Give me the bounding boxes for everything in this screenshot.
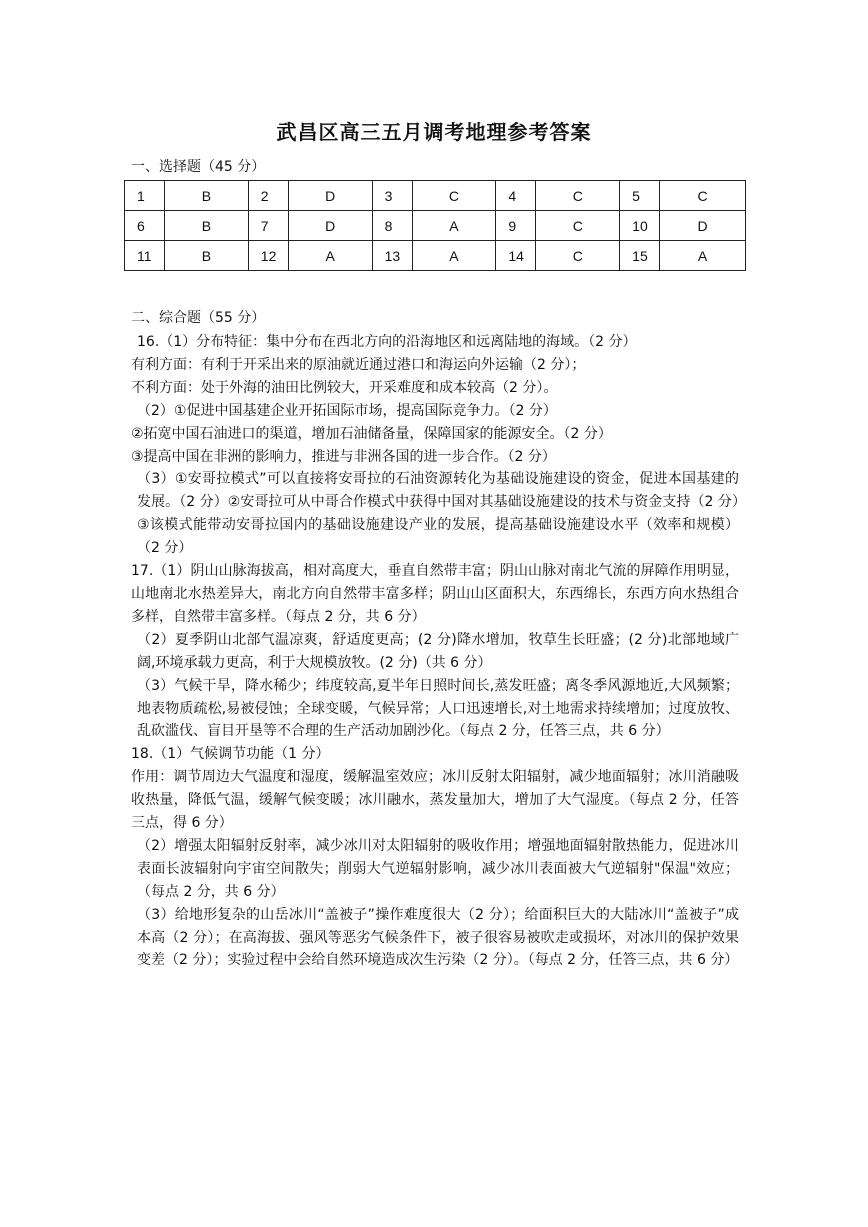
question-number-cell: 10: [620, 211, 660, 241]
answer-cell: A: [412, 241, 496, 271]
question-number-cell: 8: [372, 211, 412, 241]
question-number-cell: 1: [125, 181, 165, 211]
paragraph: 17.（1）阴山山脉海拔高，相对高度大，垂直自然带丰富；阴山山脉对南北气流的屏障作用明显，山地南北水热差异大，南北方向自然带丰富多样；阴山山区面积大，东西绵长，东西方向水热组合多样，自然带丰富多样。（每点 2 分，共 6 分）: [131, 563, 739, 625]
paragraph: 作用：调节周边大气温度和湿度，缓解温室效应；冰川反射太阳辐射，减少地面辐射；冰川消融吸收热量，降低气温，缓解气候变暖；冰川融水，蒸发量加大，增加了大气湿度。（每点 2 分，任答三点，得 6 分）: [131, 769, 739, 832]
question-number-cell: 3: [372, 181, 412, 211]
section-composite-heading: 二、综合题（55 分）: [131, 310, 266, 326]
answer-cell: C: [660, 181, 746, 211]
question-number-cell: 6: [125, 211, 165, 241]
paragraph: （2）①促进中国基建企业开拓国际市场，提高国际竞争力。（2 分）: [137, 402, 557, 419]
answer-cell: B: [164, 181, 248, 211]
question-number-cell: 5: [620, 181, 660, 211]
question-number-cell: 2: [248, 181, 288, 211]
paragraph: （2）夏季阴山北部气温凉爽，舒适度更高；(2 分)降水增加，牧草生长旺盛；(2 分)北部地域广阔,环境承载力更高，利于大规模放牧。(2 分)（共 6 分）: [137, 631, 739, 671]
answer-content: [131, 331, 739, 972]
answer-cell: D: [288, 181, 372, 211]
paragraph: 有利方面：有利于开采出来的原油就近通过港口和海运向外运输（2 分）；: [131, 356, 586, 373]
paragraph: （3）给地形复杂的山岳冰川“盖被子”操作难度很大（2 分）；给面积巨大的大陆冰川“盖被子”成本高（2 分）；在高海拔、强风等恶劣气候条件下，被子很容易被吹走或损坏，对冰川的保护效果变差（2 分）；实验过程中会给自然环境造成次生污染（2 分）。（每点 2 分，任答三点，共 6 分）: [137, 906, 739, 969]
answer-cell: C: [536, 241, 620, 271]
paragraph: ③提高中国在非洲的影响力，推进与非洲各国的进一步合作。（2 分）: [131, 448, 556, 465]
answer-row: [125, 241, 746, 271]
answer-cell: C: [412, 181, 496, 211]
answer-row: [125, 211, 746, 241]
page-title: 武昌区高三五月调考地理参考答案: [276, 120, 592, 144]
paragraph: （3）①安哥拉模式”可以直接将安哥拉的石油资源转化为基础设施建设的资金，促进本国基建的发展。（2 分）②安哥拉可从中哥合作模式中获得中国对其基础设施建设的技术与资金支持（2 分）③该模式能带动安哥拉国内的基础设施建设产业的发展，提高基础设施建设水平（效率和规模）（2 分）: [137, 471, 739, 557]
answer-cell: C: [536, 181, 620, 211]
paragraph: ②拓宽中国石油进口的渠道，增加石油储备量，保障国家的能源安全。（2 分）: [131, 425, 612, 442]
answer-cell: D: [288, 211, 372, 241]
question-number-cell: 13: [372, 241, 412, 271]
answer-cell: D: [660, 211, 746, 241]
question-number-cell: 7: [248, 211, 288, 241]
answer-cell: A: [288, 241, 372, 271]
paragraph: （2）增强太阳辐射反射率，减少冰川对太阳辐射的吸收作用；增强地面辐射散热能力，促进冰川表面长波辐射向宇宙空间散失；削弱大气逆辐射影响，减少冰川表面被大气逆辐射"保温"效应；（每点 2 分，共 6 分）: [137, 837, 739, 900]
question-number-cell: 9: [496, 211, 536, 241]
answer-cell: C: [536, 211, 620, 241]
answer-cell: A: [660, 241, 746, 271]
paragraph: 18.（1）气候调节功能（1 分）: [131, 746, 330, 763]
answer-table: [124, 180, 746, 271]
question-number-cell: 15: [620, 241, 660, 271]
answer-cell: A: [412, 211, 496, 241]
answer-cell: B: [164, 241, 248, 271]
answer-cell: B: [164, 211, 248, 241]
question-number-cell: 11: [125, 241, 165, 271]
paragraph: 不利方面：处于外海的油田比例较大，开采难度和成本较高（2 分）。: [131, 379, 558, 396]
section-choice-heading: 一、选择题（45 分）: [131, 159, 266, 175]
question-number-cell: 4: [496, 181, 536, 211]
paragraph: （3）气候干旱，降水稀少；纬度较高,夏半年日照时间长,蒸发旺盛；离冬季风源地近,大风频繁；地表物质疏松,易被侵蚀；全球变暖，气候异常；人口迅速增长,对土地需求持续增加；过度放牧、乱砍滥伐、盲目开垦等不合理的生产活动加剧沙化。（每点 2 分，任答三点，共 6 分）: [137, 677, 739, 740]
question-number-cell: 14: [496, 241, 536, 271]
question-number-cell: 12: [248, 241, 288, 271]
answer-row: [125, 181, 746, 211]
paragraph: 16.（1）分布特征：集中分布在西北方向的沿海地区和远离陆地的海域。（2 分）: [137, 334, 637, 350]
